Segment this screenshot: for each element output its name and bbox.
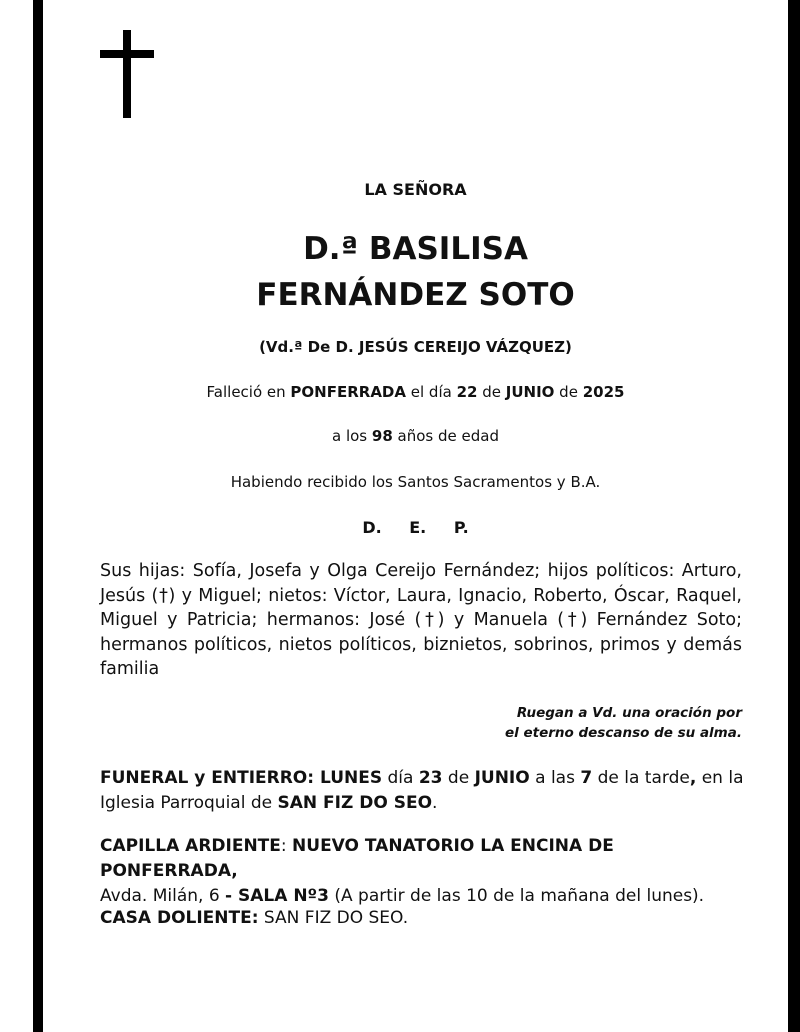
sacraments-line: Habiendo recibido los Santos Sacramentos y B.A. xyxy=(230,473,601,491)
right-border xyxy=(788,0,800,1032)
family-paragraph: Sus hijas: Sofía, Josefa y Olga Cereijo Fernández; hijos políticos: Arturo, Jesús (†) y Miguel; nietos: Víctor, Laura, Ignacio, Roberto, Óscar, Raquel, Miguel y Patricia; hermanos: José (†) y Manuela (†) Fernández Soto; hermanos políticos, nietos políticos, biznietos, sobrinos, primos y demás familia xyxy=(100,561,742,679)
dep-line: D. E. P. xyxy=(362,518,469,537)
prayer-request: Ruegan a Vd. una oración por el eterno descanso de su alma. xyxy=(505,705,742,741)
house-info: CASA DOLIENTE: SAN FIZ DO SEO. xyxy=(100,908,409,928)
widow-of: (Vd.ª De D. JESÚS CEREIJO VÁZQUEZ) xyxy=(259,338,572,356)
death-info: Falleció en PONFERRADA el día 22 de JUNIO de 2025 xyxy=(206,383,625,401)
deceased-name-line2: FERNÁNDEZ SOTO xyxy=(256,277,575,313)
chapel-info: CAPILLA ARDIENTE: NUEVO TANATORIO LA ENCINA DE PONFERRADA, Avda. Milán, 6 - SALA Nº3 (A partir de las 10 de la mañana del lunes). xyxy=(100,836,705,906)
latin-cross-icon xyxy=(100,30,154,120)
title: LA SEÑORA xyxy=(364,180,467,199)
funeral-info: FUNERAL y ENTIERRO: LUNES día 23 de JUNIO a las 7 de la tarde, en la Iglesia Parroquial de SAN FIZ DO SEO. xyxy=(100,768,744,813)
deceased-name-line1: D.ª BASILISA xyxy=(303,231,528,267)
left-border xyxy=(33,0,43,1032)
age-info: a los 98 años de edad xyxy=(332,427,499,445)
